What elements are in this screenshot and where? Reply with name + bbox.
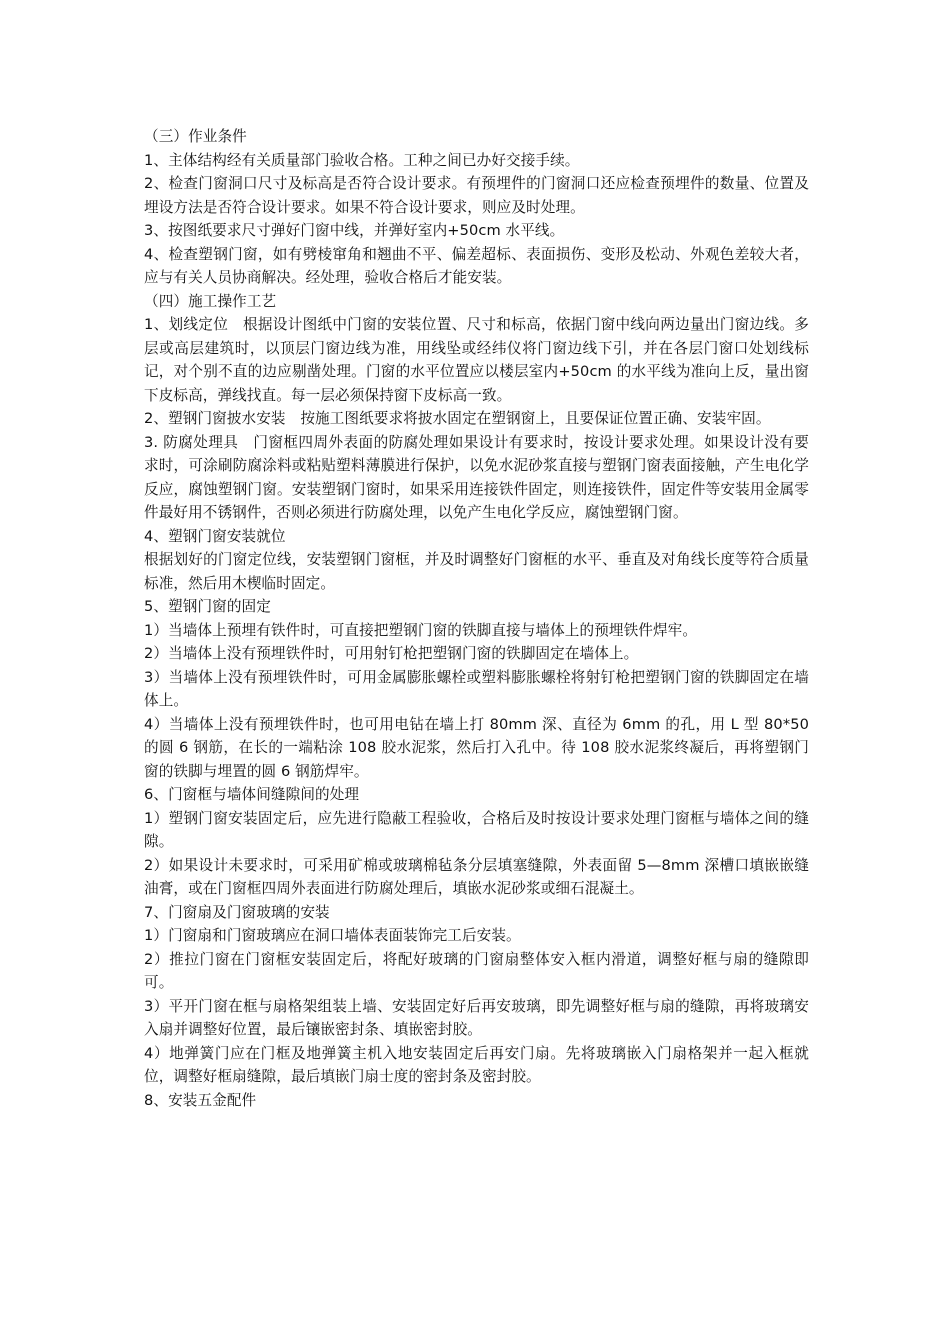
list-item: 4）当墙体上没有预埋铁件时，也可用电钻在墙上打 80mm 深、直径为 6mm 的孔，用 L 型 80*50 的圆 6 钢筋，在长的一端粘涂 108 胶水泥浆，然后打入孔中。待 108 胶水泥浆终凝后，再将塑钢门窗的铁脚与埋置的圆 6 钢筋焊牢。 — [144, 715, 809, 780]
list-item: 3）当墙体上没有预埋铁件时，可用金属膨胀螺栓或塑料膨胀螺栓将射钉枪把塑钢门窗的铁脚固定在墙体上。 — [144, 668, 809, 709]
heading-construction-process: （四）施工操作工艺 — [144, 292, 277, 310]
list-item: 2）如果设计未要求时，可采用矿棉或玻璃棉毡条分层填塞缝隙，外表面留 5—8mm 深槽口填嵌嵌缝油膏，或在门窗框四周外表面进行防腐处理后，填嵌水泥砂浆或细石混凝土。 — [144, 856, 809, 897]
list-item: 2）当墙体上没有预埋铁件时，可用射钉枪把塑钢门窗的铁脚固定在墙体上。 — [144, 645, 639, 662]
paragraph: 1、主体结构经有关质量部门验收合格。工种之间已办好交接手续。 — [144, 151, 580, 169]
paragraph: 2、检查门窗洞口尺寸及标高是否符合设计要求。有预埋件的门窗洞口还应检查预埋件的数量、位置及埋设方法是否符合设计要求。如果不符合设计要求，则应及时处理。 — [144, 175, 809, 216]
list-item: 3）平开门窗在框与扇格架组装上墙、安装固定好后再安玻璃，即先调整好框与扇的缝隙，再将玻璃安入扇并调整好位置，最后镶嵌密封条、填嵌密封胶。 — [144, 997, 809, 1038]
subheading: 4、塑钢门窗安装就位 — [144, 527, 286, 545]
subheading: 8、安装五金配件 — [144, 1091, 257, 1109]
paragraph: 3. 防腐处理具 门窗框四周外表面的防腐处理如果设计有要求时，按设计要求处理。如果设计没有要求时，可涂刷防腐涂料或粘贴塑料薄膜进行保护，以免水泥砂浆直接与塑钢门窗表面接触，产生电化学反应，腐蚀塑钢门窗。安装塑钢门窗时，如果采用连接铁件固定，则连接铁件，固定件等安装用金属零件最好用不锈钢件，否则必须进行防腐处理，以免产生电化学反应，腐蚀塑钢门窗。 — [144, 433, 809, 521]
list-item: 4）地弹簧门应在门框及地弹簧主机入地安装固定后再安门扇。先将玻璃嵌入门扇格架并一起入框就位，调整好框扇缝隙，最后填嵌门扇士度的密封条及密封胶。 — [144, 1044, 809, 1085]
list-item: 1）当墙体上预埋有铁件时，可直接把塑钢门窗的铁脚直接与墙体上的预埋铁件焊牢。 — [144, 621, 698, 639]
subheading: 5、塑钢门窗的固定 — [144, 598, 271, 615]
list-item: 1）门窗扇和门窗玻璃应在洞口墙体表面装饰完工后安装。 — [144, 927, 521, 944]
paragraph: 3、按图纸要求尺寸弹好门窗中线，并弹好室内+50cm 水平线。 — [144, 222, 565, 239]
paragraph: 2、塑钢门窗披水安装 按施工图纸要求将披水固定在塑钢窗上，且要保证位置正确、安装牢固。 — [144, 410, 771, 427]
subheading: 6、门窗框与墙体间缝隙间的处理 — [144, 786, 360, 803]
subheading: 7、门窗扇及门窗玻璃的安装 — [144, 903, 330, 921]
list-item: 1）塑钢门窗安装固定后，应先进行隐蔽工程验收，合格后及时按设计要求处理门窗框与墙体之间的缝隙。 — [144, 809, 809, 850]
paragraph: 1、划线定位 根据设计图纸中门窗的安装位置、尺寸和标高，依据门窗中线向两边量出门窗边线。多层或高层建筑时，以顶层门窗边线为准，用线坠或经纬仪将门窗边线下引，并在各层门窗口处划线标记，对个别不直的边应剔凿处理。门窗的水平位置应以楼层室内+50cm 的水平线为准向上反，量出窗下皮标高，弹线找直。每一层必须保持窗下皮标高一致。 — [144, 316, 809, 404]
paragraph: 根据划好的门窗定位线，安装塑钢门窗框，并及时调整好门窗框的水平、垂直及对角线长度等符合质量标准，然后用木楔临时固定。 — [144, 551, 809, 592]
list-item: 2）推拉门窗在门窗框安装固定后，将配好玻璃的门窗扇整体安入框内滑道，调整好框与扇的缝隙即可。 — [144, 950, 809, 991]
paragraph: 4、检查塑钢门窗，如有劈棱窜角和翘曲不平、偏差超标、表面损伤、变形及松动、外观色差较大者，应与有关人员协商解决。经处理，验收合格后才能安装。 — [144, 245, 809, 286]
document-body — [144, 125, 809, 1112]
heading-work-conditions: （三）作业条件 — [144, 128, 247, 145]
